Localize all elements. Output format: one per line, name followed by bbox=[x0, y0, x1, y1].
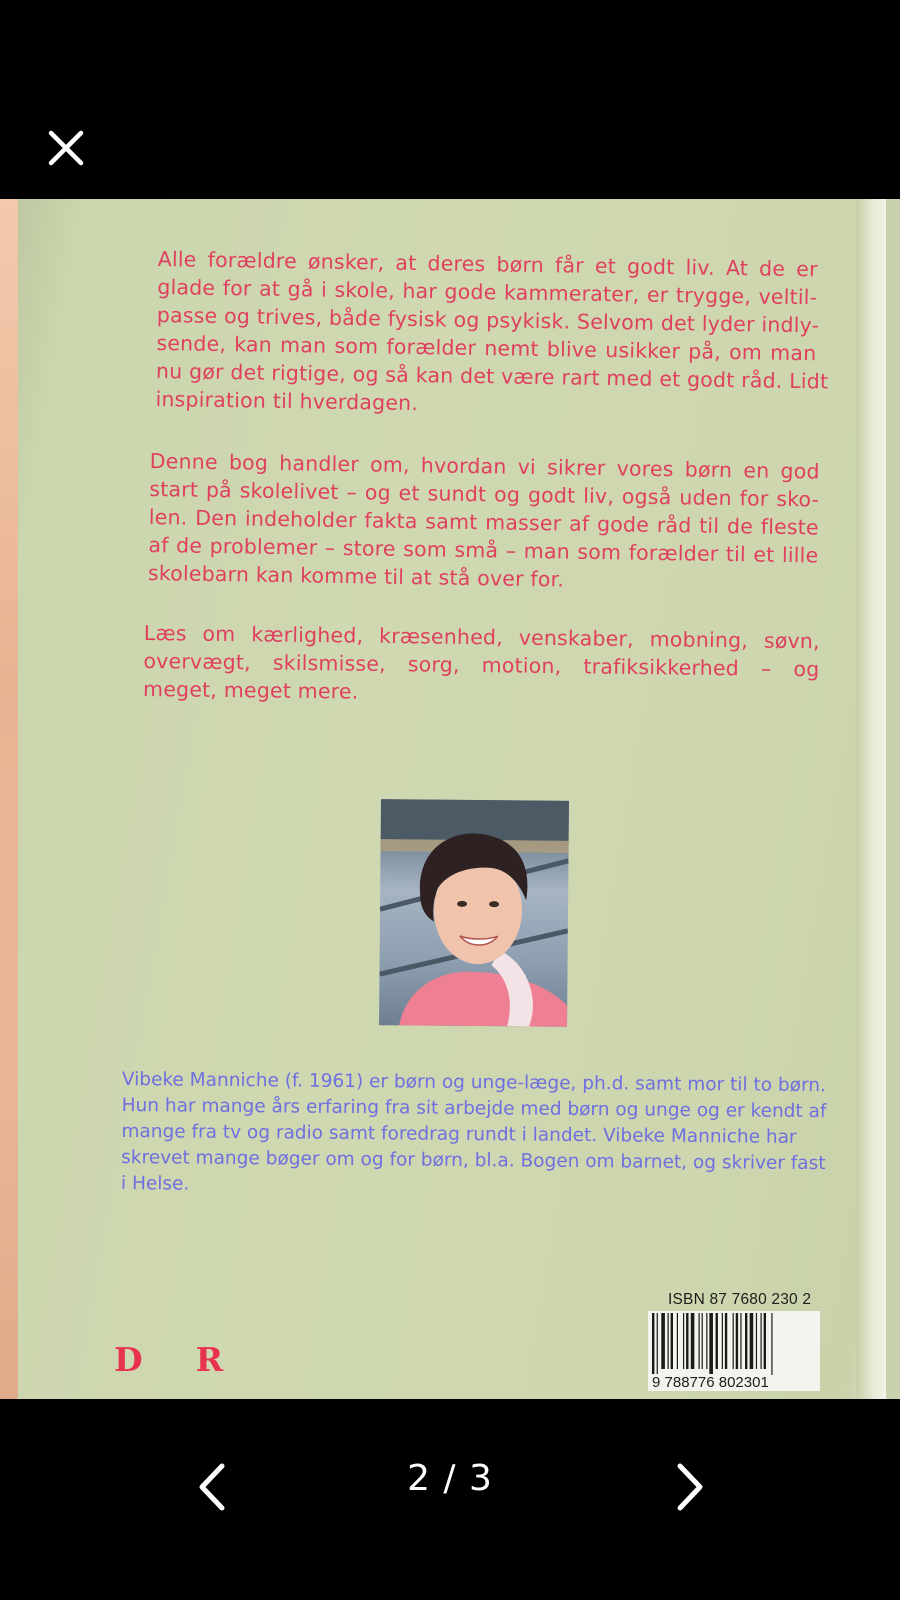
dr-logo bbox=[114, 1345, 224, 1373]
blurb-line: Alle forældre ønsker, at deres børn får et godt liv. At de er bbox=[157, 246, 818, 282]
next-image-button[interactable] bbox=[668, 1460, 712, 1514]
barcode-bar bbox=[750, 1313, 754, 1369]
author-bio bbox=[120, 1067, 827, 1203]
barcode-bar bbox=[764, 1313, 766, 1369]
barcode-bar bbox=[657, 1313, 658, 1375]
blurb-line: sende, kan man som forælder nemt blive usikker på, om man bbox=[156, 330, 817, 366]
close-icon bbox=[44, 126, 88, 170]
barcode-bar bbox=[702, 1313, 703, 1369]
barcode-bar bbox=[733, 1313, 734, 1369]
blurb-line: Læs om kærlighed, kræsenhed, venskaber, mobning, søvn, bbox=[143, 620, 820, 654]
author-portrait bbox=[379, 799, 569, 1027]
blurb-line: overvægt, skilsmisse, sorg, motion, trafiksikkerhed – og bbox=[143, 648, 820, 682]
blurb-line: glade for at gå i skole, har gode kammerater, er trygge, veltil- bbox=[157, 274, 818, 310]
bio-line: mange fra tv og radio samt foredrag rundt i landet. Vibeke Manniche har bbox=[121, 1120, 797, 1148]
blurb-line: passe og trives, både fysisk og psykisk. Selvom det lyder indly- bbox=[156, 302, 820, 338]
barcode-icon bbox=[648, 1311, 820, 1375]
barcode-bar bbox=[736, 1313, 738, 1369]
barcode-bar bbox=[706, 1313, 707, 1369]
barcode-bar bbox=[699, 1313, 700, 1369]
barcode-bar bbox=[691, 1313, 695, 1369]
barcode-bar bbox=[683, 1313, 684, 1369]
book-page-edge bbox=[856, 199, 886, 1399]
bio-line: Hun har mange års erfaring fra sit arbejde med børn og unge og er kendt af bbox=[121, 1094, 827, 1123]
blurb-line: inspiration til hverdagen. bbox=[155, 386, 419, 416]
blurb-paragraph-3 bbox=[143, 619, 820, 711]
barcode-bar bbox=[671, 1313, 673, 1369]
barcode-bar bbox=[652, 1313, 654, 1375]
chevron-right-icon bbox=[668, 1460, 712, 1514]
chevron-left-icon bbox=[190, 1460, 234, 1514]
barcode-bar bbox=[709, 1313, 713, 1375]
barcode-bar bbox=[756, 1313, 757, 1369]
bio-line: i Helse. bbox=[120, 1172, 190, 1195]
blurb-line: Denne bog handler om, hvordan vi sikrer vores børn en god bbox=[149, 448, 820, 484]
image-counter: 2 / 3 bbox=[407, 1458, 493, 1499]
barcode-bar bbox=[722, 1313, 723, 1369]
blurb-paragraph-1 bbox=[155, 245, 829, 423]
isbn-label: ISBN 87 7680 230 2 bbox=[668, 1291, 812, 1308]
book-back-cover bbox=[18, 199, 886, 1399]
previous-image-button[interactable] bbox=[190, 1460, 234, 1514]
blurb-paragraph-2 bbox=[148, 447, 820, 598]
blurb-line: meget, meget mere. bbox=[142, 676, 359, 704]
barcode-bar bbox=[677, 1313, 678, 1369]
barcode-bar bbox=[745, 1313, 747, 1369]
barcode-bar bbox=[740, 1313, 741, 1369]
barcode-bar bbox=[686, 1313, 688, 1369]
blurb-line: af de problemer – store som små – man som forælder til et lille bbox=[148, 532, 819, 568]
dr-logo-text: DR bbox=[114, 1345, 222, 1373]
barcode-bar bbox=[771, 1313, 772, 1375]
blurb-line: nu gør det rigtige, og så kan det være rart med et godt råd. Lidt bbox=[155, 358, 829, 394]
book-photo bbox=[0, 199, 900, 1399]
barcode-bar bbox=[716, 1313, 718, 1369]
author-portrait-image bbox=[379, 799, 569, 1027]
blurb-line: start på skolelivet – og et sundt og godt liv, også uden for sko- bbox=[149, 476, 820, 512]
barcode-bar bbox=[761, 1313, 762, 1369]
barcode-bar bbox=[725, 1313, 727, 1369]
close-button[interactable] bbox=[44, 126, 88, 170]
blurb-line: skolebarn kan komme til at stå over for. bbox=[147, 560, 565, 592]
barcode-number: 9 788776 802301 bbox=[652, 1374, 769, 1391]
barcode-bar bbox=[668, 1313, 669, 1369]
bio-line: skrevet mange bøger om og for børn, bl.a. Bogen om barnet, og skriver fast bbox=[121, 1146, 826, 1175]
blurb-line: len. Den indeholder fakta samt masser af gode råd til de fleste bbox=[148, 504, 820, 540]
barcode-bar bbox=[661, 1313, 665, 1369]
bio-line: Vibeke Manniche (f. 1961) er børn og unge-læge, ph.d. samt mor til to børn. bbox=[121, 1069, 826, 1097]
